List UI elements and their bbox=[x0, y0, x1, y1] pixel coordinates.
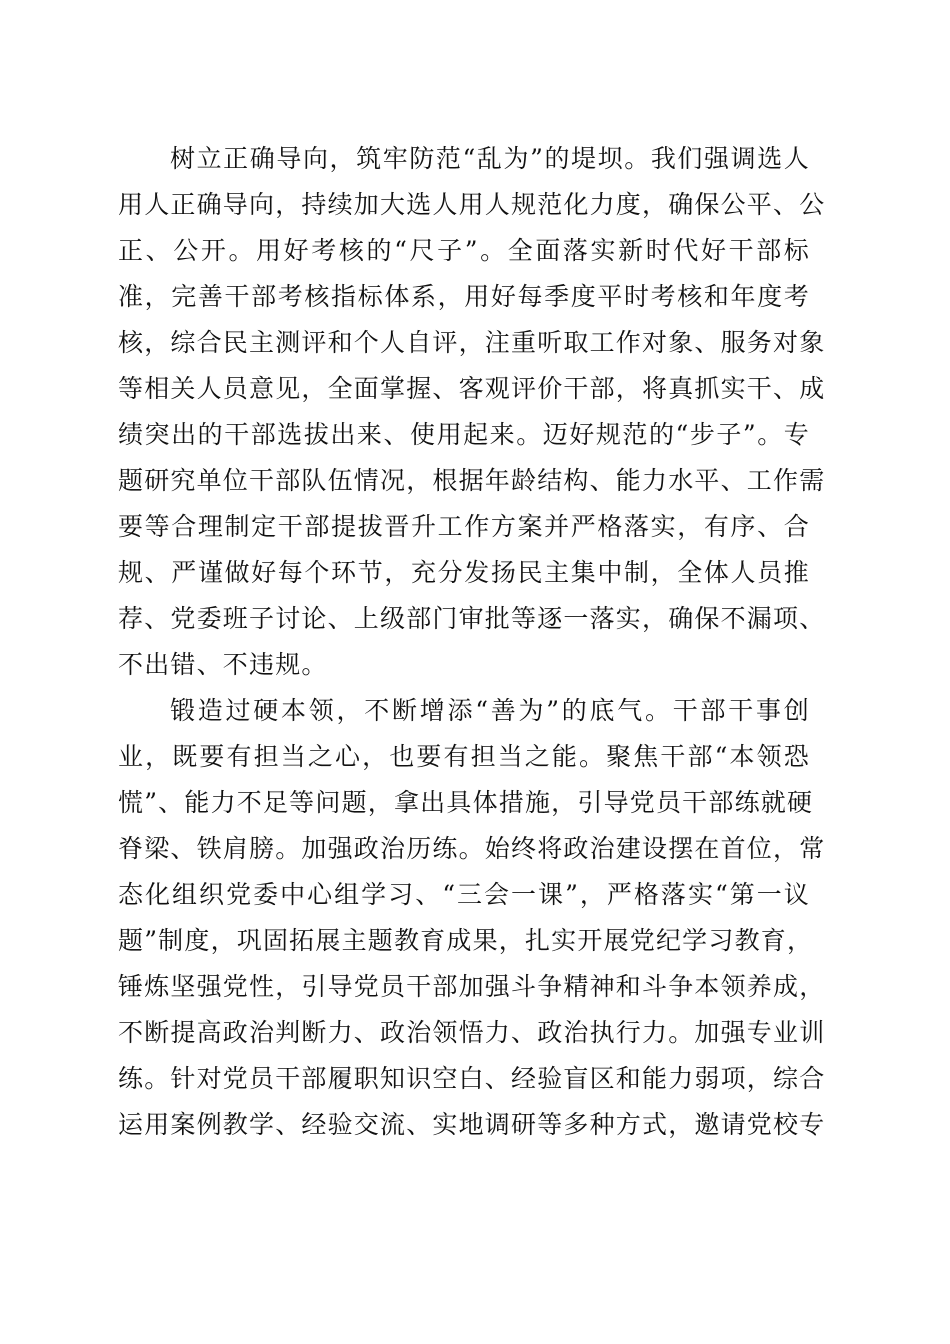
paragraph-2-line-4: 脊梁、铁肩膀。加强政治历练。始终将政治建设摆在首位，常 bbox=[118, 834, 826, 863]
paragraph-1-line-6: 等相关人员意见，全面掌握、客观评价干部，将真抓实干、成 bbox=[118, 374, 826, 403]
paragraph-1-line-2: 用人正确导向，持续加大选人用人规范化力度，确保公平、公 bbox=[118, 190, 826, 219]
paragraph-1-line-4: 准，完善干部考核指标体系，用好每季度平时考核和年度考 bbox=[118, 282, 810, 311]
paragraph-2-line-3: 慌”、能力不足等问题，拿出具体措施，引导党员干部练就硬 bbox=[118, 788, 814, 817]
paragraph-1-line-8: 题研究单位干部队伍情况，根据年龄结构、能力水平、工作需 bbox=[118, 466, 826, 495]
paragraph-1-line-5: 核，综合民主测评和个人自评，注重听取工作对象、服务对象 bbox=[118, 328, 826, 357]
paragraph-1-line-10: 规、严谨做好每个环节，充分发扬民主集中制，全体人员推 bbox=[118, 558, 810, 587]
paragraph-2-line-10: 运用案例教学、经验交流、实地调研等多种方式，邀请党校专 bbox=[118, 1110, 826, 1139]
paragraph-1-line-7: 绩突出的干部选拔出来、使用起来。迈好规范的“步子”。专 bbox=[118, 420, 810, 449]
paragraph-1-line-11: 荐、党委班子讨论、上级部门审批等逐一落实，确保不漏项、 bbox=[118, 604, 826, 633]
paragraph-1-line-3: 正、公开。用好考核的“尺子”。全面落实新时代好干部标 bbox=[118, 236, 810, 265]
paragraph-2-line-2: 业，既要有担当之心，也要有担当之能。聚焦干部“本领恐 bbox=[118, 742, 810, 771]
paragraph-2-line-6: 题”制度，巩固拓展主题教育成果，扎实开展党纪学习教育， bbox=[118, 926, 814, 955]
paragraph-2-line-9: 练。针对党员干部履职知识空白、经验盲区和能力弱项，综合 bbox=[118, 1064, 826, 1093]
paragraph-1-line-1: 树立正确导向，筑牢防范“乱为”的堤坝。我们强调选人 bbox=[170, 144, 810, 173]
body-text bbox=[118, 136, 826, 1148]
paragraph-2-line-5: 态化组织党委中心组学习、“三会一课”，严格落实“第一议 bbox=[118, 880, 810, 909]
paragraph-1-line-12: 不出错、不违规。 bbox=[118, 650, 328, 679]
paragraph-2-line-8: 不断提高政治判断力、政治领悟力、政治执行力。加强专业训 bbox=[118, 1018, 826, 1047]
paragraph-2-line-1: 锻造过硬本领，不断增添“善为”的底气。干部干事创 bbox=[170, 696, 810, 725]
paragraph-2-line-7: 锤炼坚强党性，引导党员干部加强斗争精神和斗争本领养成， bbox=[118, 972, 826, 1001]
paragraph-1-line-9: 要等合理制定干部提拔晋升工作方案并严格落实，有序、合 bbox=[118, 512, 810, 541]
